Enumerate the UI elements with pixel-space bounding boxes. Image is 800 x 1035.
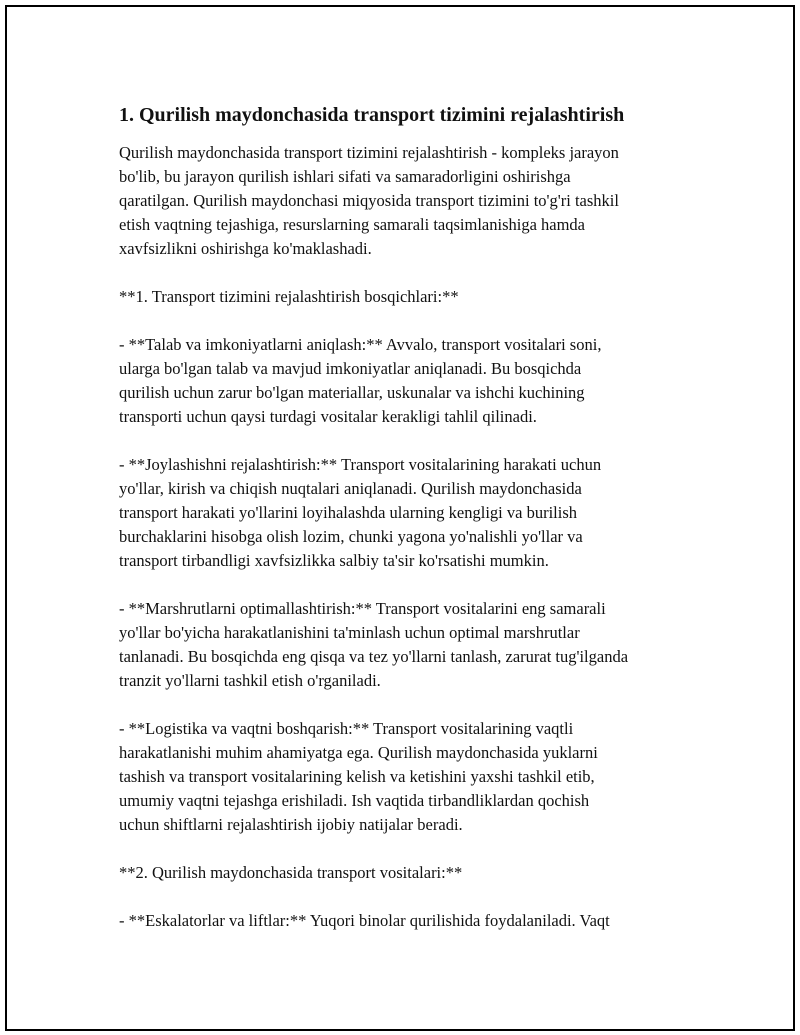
paragraph [119,861,699,885]
text-line: umumiy vaqtni tejashga erishiladi. Ish vaqtida tirbandliklardan qochish [119,791,590,810]
text-line: - **Joylashishni rejalashtirish:** Transport vositalarining harakati uchun [119,455,602,474]
text-line: qurilish uchun zarur bo'lgan materiallar, uskunalar va ishchi kuchining [119,383,585,402]
document-body [119,103,699,957]
paragraph [119,141,699,261]
text-line: transport harakati yo'llarini loyihalashda ularning kengligi va burilish [119,503,577,522]
text-line: uchun shiftlarni rejalashtirish ijobiy natijalar beradi. [119,815,463,834]
text-line: etish vaqtning tejashiga, resurslarning samarali taqsimlanishiga hamda [119,215,586,234]
document-title: 1. Qurilish maydonchasida transport tizimini rejalashtirish [119,104,625,126]
text-line: xavfsizlikni oshirishga ko'maklashadi. [119,239,372,258]
text-line: bo'lib, bu jarayon qurilish ishlari sifati va samaradorligini oshirishga [119,167,571,186]
text-line: transport tirbandligi xavfsizlikka salbiy ta'sir ko'rsatishi mumkin. [119,551,549,570]
text-line: **1. Transport tizimini rejalashtirish bosqichlari:** [119,287,459,306]
text-line: burchaklarini hisobga olish lozim, chunki yagona yo'nalishli yo'llar va [119,527,583,546]
text-line: - **Eskalatorlar va liftlar:** Yuqori binolar qurilishida foydalaniladi. Vaqt [119,911,610,930]
paragraph [119,909,699,933]
text-line: harakatlanishi muhim ahamiyatga ega. Qurilish maydonchasida yuklarni [119,743,598,762]
text-line: tashish va transport vositalarining kelish va ketishini yaxshi tashkil etib, [119,767,595,786]
text-line: **2. Qurilish maydonchasida transport vositalari:** [119,863,463,882]
text-line: yo'llar bo'yicha harakatlanishini ta'minlash uchun optimal marshrutlar [119,623,580,642]
paragraph [119,597,699,693]
paragraph [119,285,699,309]
text-line: tanlanadi. Bu bosqichda eng qisqa va tez yo'llarni tanlash, zarurat tug'ilganda [119,647,629,666]
text-line: ularga bo'lgan talab va mavjud imkoniyatlar aniqlanadi. Bu bosqichda [119,359,582,378]
paragraph [119,333,699,429]
text-line: tranzit yo'llarni tashkil etish o'rganiladi. [119,671,381,690]
text-line: - **Marshrutlarni optimallashtirish:** Transport vositalarini eng samarali [119,599,606,618]
text-line: - **Logistika va vaqtni boshqarish:** Transport vositalarining vaqtli [119,719,574,738]
paragraph [119,453,699,573]
text-line: Qurilish maydonchasida transport tizimini rejalashtirish - kompleks jarayon [119,143,619,162]
paragraph [119,717,699,837]
text-line: transporti uchun qaysi turdagi vositalar kerakligi tahlil qilinadi. [119,407,537,426]
paragraph-list [119,141,699,933]
page-frame [5,5,795,1031]
text-line: qaratilgan. Qurilish maydonchasi miqyosida transport tizimini to'g'ri tashkil [119,191,619,210]
text-line: yo'llar, kirish va chiqish nuqtalari aniqlanadi. Qurilish maydonchasida [119,479,582,498]
text-line: - **Talab va imkoniyatlarni aniqlash:** Avvalo, transport vositalari soni, [119,335,602,354]
